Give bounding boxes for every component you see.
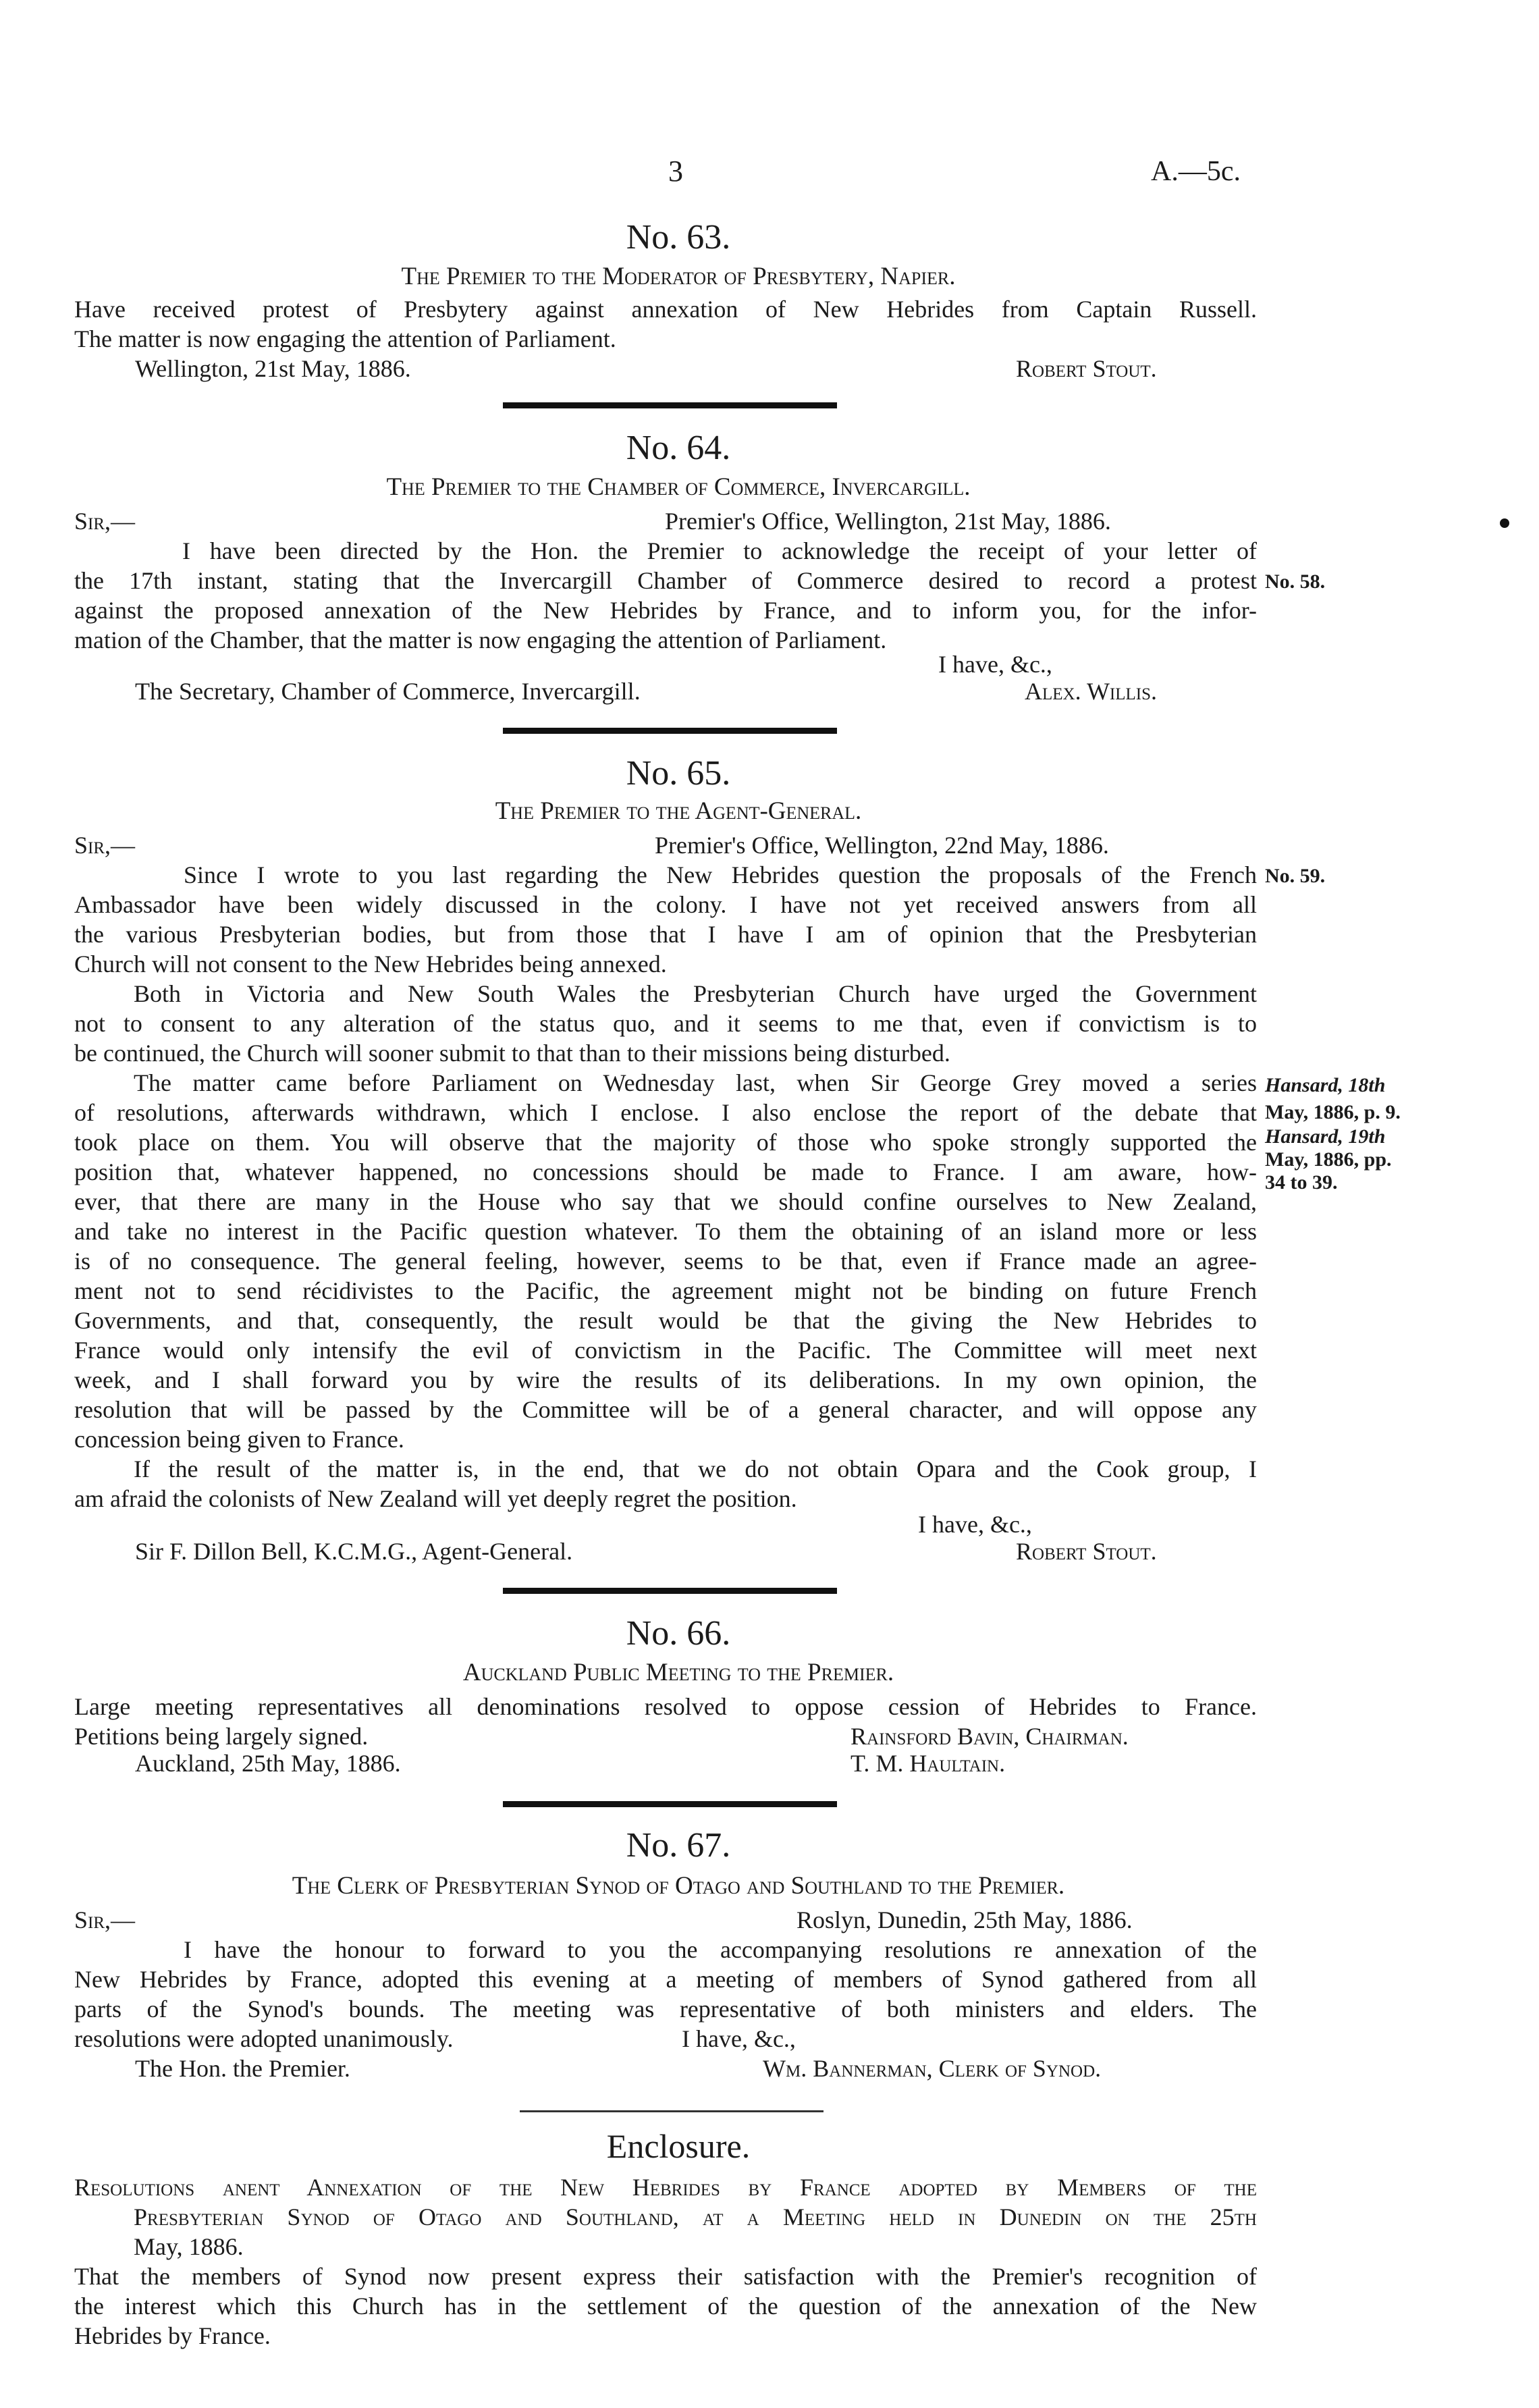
section-number: No. 64. — [626, 429, 731, 467]
section-divider — [503, 1588, 837, 1594]
body-line: Petitions being largely signed. — [74, 1723, 369, 1750]
body-line: is of no consequence. The general feeling, however, seems to be that, even if France made an agree- — [74, 1248, 1257, 1275]
body-line: against the proposed annexation of the New Hebrides by France, and to inform you, for the infor- — [74, 597, 1257, 624]
enclosure-title-line: Presbyterian Synod of Otago and Southland, at a Meeting held in Dunedin on the 25th — [134, 2203, 1257, 2230]
ink-dot — [1500, 518, 1509, 528]
body-line: mation of the Chamber, that the matter is now engaging the attention of Parliament. — [74, 626, 887, 653]
place-date: Wellington, 21st May, 1886. — [135, 355, 411, 382]
body-line: the 17th instant, stating that the Invercargill Chamber of Commerce desired to record a protest — [74, 567, 1257, 594]
addressee: The Secretary, Chamber of Commerce, Invercargill. — [135, 678, 641, 705]
body-line: ever, that there are many in the House who say that we should confine ourselves to New Zealand, — [74, 1188, 1257, 1215]
body-line: The matter is now engaging the attention of Parliament. — [74, 325, 616, 352]
section-number: No. 67. — [626, 1826, 731, 1865]
section-divider — [503, 402, 837, 408]
body-line: Ambassador have been widely discussed in the colony. I have not yet received answers from all — [74, 891, 1257, 918]
body-line: France would only intensify the evil of convictism in the Pacific. The Committee will meet next — [74, 1337, 1257, 1364]
body-line: New Hebrides by France, adopted this evening at a meeting of members of Synod gathered from all — [74, 1966, 1257, 1993]
body-line: parts of the Synod's bounds. The meeting was representative of both ministers and elders. The — [74, 1996, 1257, 2023]
letter-address: Premier's Office, Wellington, 21st May, 1886. — [665, 508, 1111, 535]
body-line: Governments, and that, consequently, the result would be that the giving the New Hebrides to — [74, 1307, 1257, 1334]
section-title: The Premier to the Chamber of Commerce, Invercargill. — [386, 473, 971, 501]
body-line: Have received protest of Presbytery against annexation of New Hebrides from Captain Russell. — [74, 296, 1257, 323]
salutation: Sir,— — [74, 508, 136, 535]
margin-reference: 34 to 39. — [1265, 1171, 1338, 1194]
body-line: That the members of Synod now present express their satisfaction with the Premier's recognition of — [74, 2263, 1257, 2290]
letter-address: Premier's Office, Wellington, 22nd May, 1886. — [655, 832, 1109, 859]
salutation: Sir,— — [74, 832, 136, 859]
section-number: No. 66. — [626, 1614, 731, 1653]
section-number: No. 63. — [626, 218, 731, 257]
section-divider — [503, 1801, 837, 1807]
section-title: The Premier to the Moderator of Presbytery, Napier. — [401, 263, 956, 290]
section-number: No. 65. — [626, 754, 731, 793]
body-line: and take no interest in the Pacific question whatever. To them the obtaining of an island more or less — [74, 1218, 1257, 1245]
body-line: I have been directed by the Hon. the Premier to acknowledge the receipt of your letter of — [182, 537, 1257, 564]
section-title: Auckland Public Meeting to the Premier. — [462, 1659, 894, 1686]
body-line: resolution that will be passed by the Committee will be of a general character, and will oppose any — [74, 1396, 1257, 1423]
body-line: I have the honour to forward to you the accompanying resolutions re annexation of the — [184, 1936, 1257, 1963]
closing: I have, &c., — [918, 1511, 1032, 1538]
body-line: Large meeting representatives all denominations resolved to oppose cession of Hebrides to France. — [74, 1693, 1257, 1720]
margin-reference: May, 1886, pp. — [1265, 1148, 1392, 1171]
addressee: The Hon. the Premier. — [135, 2055, 350, 2082]
margin-reference: Hansard, 18th — [1265, 1074, 1386, 1096]
body-line: Both in Victoria and New South Wales the Presbyterian Church have urged the Government — [134, 980, 1257, 1007]
body-line: the interest which this Church has in the settlement of the question of the annexation of the New — [74, 2293, 1257, 2320]
body-line: the various Presbyterian bodies, but from those that I have I am of opinion that the Presbyterian — [74, 921, 1257, 948]
body-line: not to consent to any alteration of the status quo, and it seems to me that, even if convictism is to — [74, 1010, 1257, 1037]
body-line: be continued, the Church will sooner submit to that than to their missions being disturbed. — [74, 1040, 950, 1067]
margin-reference: Hansard, 19th — [1265, 1125, 1386, 1148]
body-line: Since I wrote to you last regarding the New Hebrides question the proposals of the French — [184, 861, 1257, 888]
signature: Alex. Willis. — [1025, 678, 1158, 705]
body-line: The matter came before Parliament on Wednesday last, when Sir George Grey moved a series — [134, 1069, 1257, 1096]
body-line: position that, whatever happened, no concessions should be made to France. I am aware, how- — [74, 1158, 1257, 1185]
section-title: The Premier to the Agent-General. — [495, 797, 862, 825]
body-line: concession being given to France. — [74, 1426, 404, 1453]
enclosure-heading: Enclosure. — [606, 2127, 751, 2165]
body-line: of resolutions, afterwards withdrawn, which I enclose. I also enclose the report of the debate that — [74, 1099, 1257, 1126]
page-number: 3 — [668, 155, 683, 188]
letter-address: Roslyn, Dunedin, 25th May, 1886. — [796, 1906, 1133, 1933]
body-line: resolutions were adopted unanimously. — [74, 2025, 454, 2052]
margin-reference: No. 59. — [1265, 865, 1326, 887]
enclosure-title-line: May, 1886. — [134, 2233, 244, 2260]
body-line: am afraid the colonists of New Zealand will yet deeply regret the position. — [74, 1485, 797, 1512]
section-divider — [503, 728, 837, 734]
signature: Rainsford Bavin, Chairman. — [850, 1723, 1129, 1750]
closing: I have, &c., — [938, 651, 1052, 678]
signature: Wm. Bannerman, Clerk of Synod. — [763, 2055, 1102, 2082]
section-title: The Clerk of Presbyterian Synod of Otago and Southland to the Premier. — [292, 1872, 1065, 1900]
document-reference: A.—5c. — [1151, 156, 1241, 187]
signature: Robert Stout. — [1016, 355, 1157, 382]
closing: I have, &c., — [682, 2025, 796, 2052]
body-line: week, and I shall forward you by wire the results of its deliberations. In my own opinion, the — [74, 1366, 1257, 1393]
salutation: Sir,— — [74, 1906, 136, 1933]
place-date: Auckland, 25th May, 1886. — [135, 1750, 401, 1777]
body-line: ment not to send récidivistes to the Pacific, the agreement might not be binding on future French — [74, 1277, 1257, 1304]
margin-reference: May, 1886, p. 9. — [1265, 1101, 1401, 1123]
margin-reference: No. 58. — [1265, 570, 1326, 593]
signature: T. M. Haultain. — [850, 1750, 1006, 1777]
body-line: If the result of the matter is, in the end, that we do not obtain Opara and the Cook group, I — [134, 1455, 1257, 1482]
body-line: Hebrides by France. — [74, 2322, 271, 2349]
body-line: took place on them. You will observe that the majority of those who spoke strongly supported the — [74, 1129, 1257, 1156]
signature: Robert Stout. — [1016, 1538, 1157, 1565]
body-line: Church will not consent to the New Hebrides being annexed. — [74, 951, 667, 978]
enclosure-title-line: Resolutions anent Annexation of the New Hebrides by France adopted by Members of the — [74, 2174, 1257, 2201]
addressee: Sir F. Dillon Bell, K.C.M.G., Agent-General. — [135, 1538, 573, 1565]
section-divider — [520, 2110, 824, 2112]
